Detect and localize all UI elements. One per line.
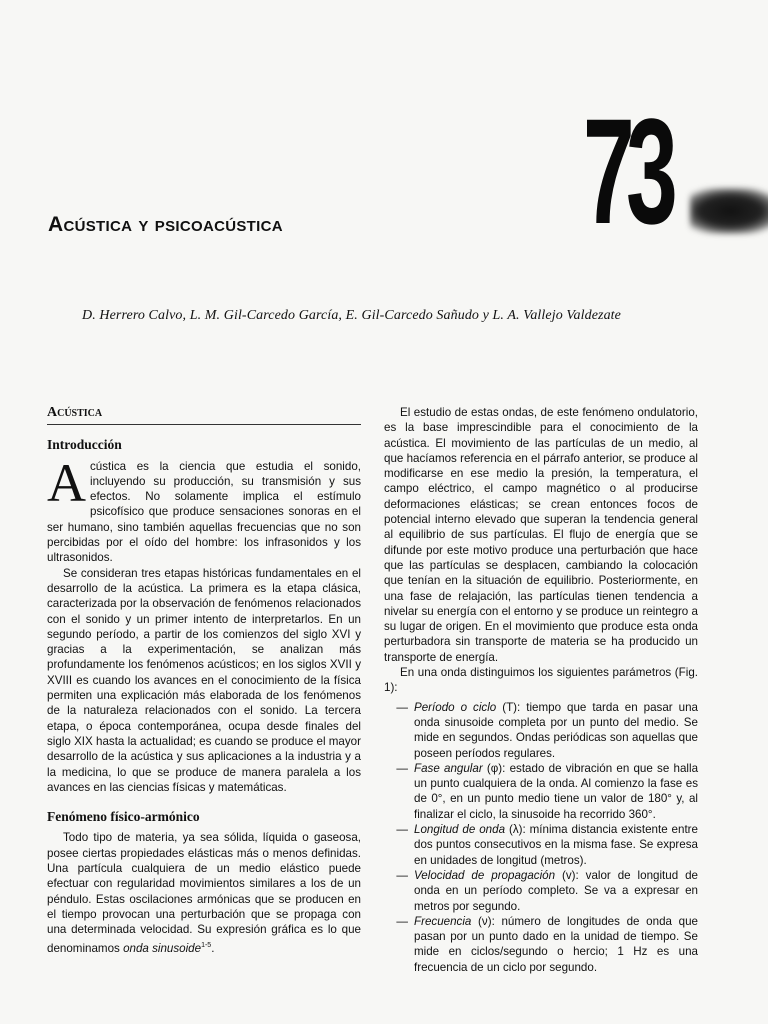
list-item: — Período o ciclo (T): tiempo que tarda en pasar una onda sinusoide completa por un punto del medio. Se mide en segundos. Ondas periódicas son aquellas que poseen períodos regulares. — [396, 700, 698, 760]
paragraph-ondas: El estudio de estas ondas, de este fenómeno ondulatorio, es la base imprescindible para el conocimiento de la acústica. El movimiento de las partículas de un medio, al que hacíamos referencia en el párrafo anterior, se produce al modificarse en ese medio la presión, la temperatura, el campo eléctrico, el campo magnético o al producirse deformaciones elásticas; se crean entonces focos de potencial interno elevado que superan la tendencia general al equilibrio de sus partículas. El flujo de energía que se difunde por este motivo produce una perturbación que hace que las partículas se desplacen, cambiando la colocación que tenían en la situación de equilibrio. Posteriormente, en una fase de relajación, las partículas tienen tendencia a nivelar su energía con el entorno y se produce un reintegro a su lugar de origen. En el movimiento que produce esta onda perturbadora sin transporte de materia se ha producido un transporte de energía. — [384, 406, 698, 664]
chapter-authors: D. Herrero Calvo, L. M. Gil-Carcedo García, E. Gil-Carcedo Sañudo y L. A. Vallejo Valdezate — [82, 308, 621, 323]
paragraph-fenomeno: Todo tipo de materia, ya sea sólida, líquida o gaseosa, posee ciertas propiedades elásticas más o menos definidas. Una partícula cualquiera de un medio elástico puede efectuar con regularidad movimientos similares a los de un péndulo. Estas oscilaciones armónicas que se producen en el tiempo provocan una perturbación que se propaga con una determinada velocidad. Su expresión gráfica es lo que denominamos onda sinusoide$^{1-5}$. — [47, 831, 361, 955]
paragraph-parametros: En una onda distinguimos los siguientes parámetros (Fig. 1): — [384, 666, 698, 695]
left-column — [47, 405, 361, 956]
list-item: — Velocidad de propagación (v): valor de longitud de onda en un período completo. Se va a expresar en metros por segundo. — [396, 868, 698, 913]
term-periodo: Período o ciclo — [414, 700, 497, 714]
list-item: — Longitud de onda (λ): mínima distancia existente entre dos puntos consecutivos en la misma fase. Se expresa en unidades de longitud (metros). — [396, 823, 698, 867]
section-heading: Acústica — [47, 405, 361, 425]
subsection-heading-fenomeno: Fenómeno físico-armónico — [47, 809, 200, 825]
paragraph-intro-text: cústica es la ciencia que estudia el sonido, incluyendo su producción, su transmisión y sus efectos. No solamente implica el estímulo psicofísico que produce sensaciones sonoras en el ser humano, sino también aquellas frecuencias que no son percibidas por el oído del hombre: los infrasonidos y los ultrasonidos. — [47, 459, 361, 565]
ink-smudge — [690, 188, 768, 234]
list-item: — Fase angular (φ): estado de vibración en que se halla un punto cualquiera de la onda. Al comienzo la fase es de 0°, en un punto medio tiene un valor de 180° y, al finalizar el ciclo, la sinusoide ha recorrido 360°. — [396, 761, 699, 821]
chapter-number: 73 — [583, 87, 670, 255]
subsection-heading-introduccion: Introducción — [47, 437, 122, 453]
paragraph-intro — [47, 452, 361, 566]
right-column — [384, 405, 698, 975]
drop-cap: A — [47, 452, 86, 513]
reference-marker: 1-5 — [201, 941, 212, 949]
list-item: — Frecuencia (ν): número de longitudes de onda que pasan por un punto dado en la unidad de tiempo. Se mide en ciclos/segundo o hercio; 1 Hz es una frecuencia de un ciclo por segundo. — [396, 914, 698, 974]
term-frecuencia: Frecuencia — [414, 914, 472, 928]
term-velocidad: Velocidad de propagación — [414, 868, 556, 882]
paragraph-history: Se consideran tres etapas históricas fundamentales en el desarrollo de la acústica. La primera es la etapa clásica, caracterizada por la observación de fenómenos relacionados con el sonido y un primer intento de interpretarlos. En un segundo período, a partir de los comienzos del siglo XVI y gracias a la experimentación, se analizan más profundamente los fenómenos acústicos; en los siglos XVII y XVIII es cuando los avances en el conocimiento de la física permiten una explicación más elaborada de los fenómenos de la naturaleza relacionados con el sonido. La tercera etapa, o época contemporánea, ocupa desde finales del siglo XIX hasta la actualidad; es cuando se produce el mayor desarrollo de la acústica y sus aplicaciones a la industria y a la medicina, lo que se produce de manera paralela a los avances en las ciencias físicas y matemáticas. — [47, 566, 361, 794]
term-longitud: Longitud de onda — [414, 823, 506, 837]
term-onda-sinusoide: onda sinusoide — [123, 941, 202, 955]
parameter-list — [384, 700, 698, 975]
chapter-title: Acústica y psicoacústica — [48, 213, 283, 236]
term-fase: Fase angular — [414, 761, 483, 775]
